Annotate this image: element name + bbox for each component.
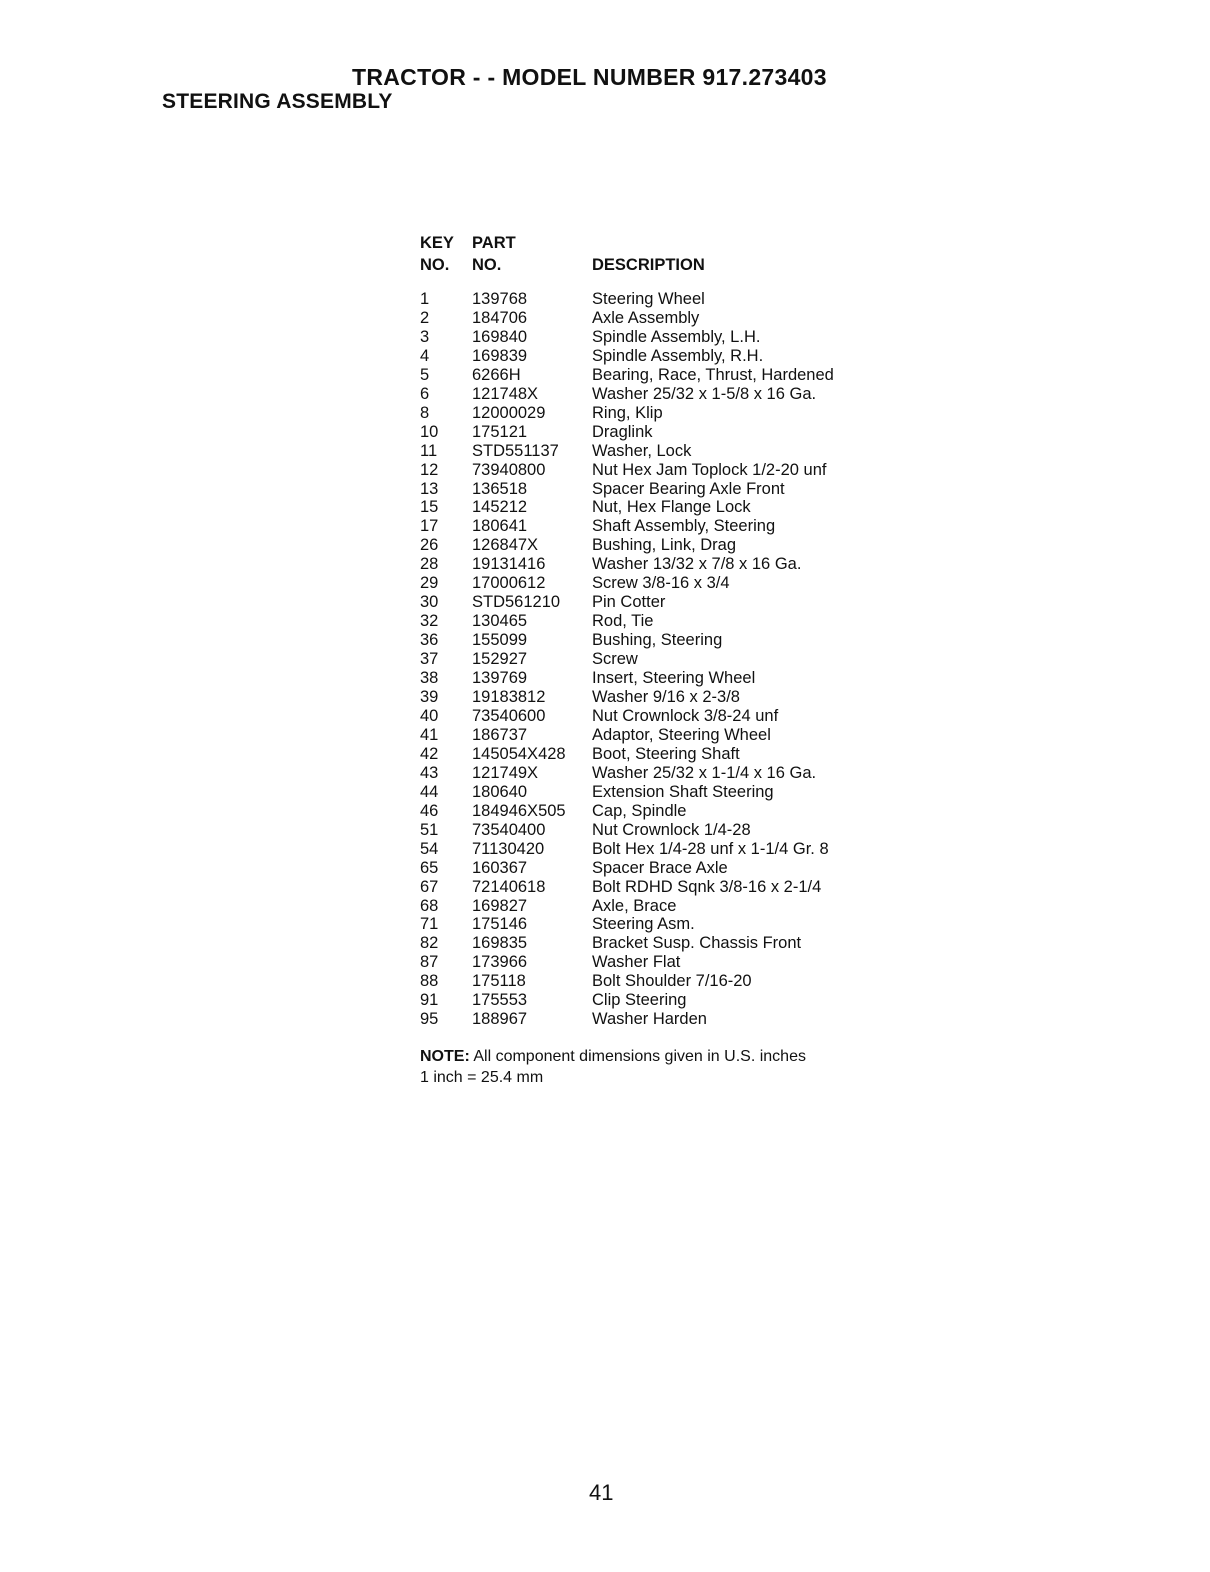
table-row bbox=[420, 953, 882, 972]
key-cell: 17 bbox=[420, 517, 439, 536]
part-number-cell: 73940800 bbox=[472, 460, 546, 479]
description-cell: Ring, Klip bbox=[592, 403, 663, 422]
description-cell: Axle, Brace bbox=[592, 896, 677, 915]
description-cell: Bushing, Link, Drag bbox=[592, 536, 736, 555]
description-cell: Pin Cotter bbox=[592, 593, 666, 612]
note-label: NOTE: bbox=[420, 1048, 470, 1065]
key-cell: 32 bbox=[420, 612, 439, 631]
description-header: DESCRIPTION bbox=[592, 256, 705, 274]
description-cell: Washer 9/16 x 2-3/8 bbox=[592, 688, 740, 707]
table-row bbox=[420, 480, 882, 499]
part-number-cell: 186737 bbox=[472, 725, 528, 744]
description-cell: Steering Asm. bbox=[592, 915, 695, 934]
part-number-cell: 175121 bbox=[472, 422, 528, 441]
description-cell: Extension Shaft Steering bbox=[592, 782, 774, 801]
part-number-cell: 136518 bbox=[472, 479, 528, 498]
part-header-bottom: NO. bbox=[472, 256, 502, 274]
key-cell: 5 bbox=[420, 365, 430, 384]
key-cell: 13 bbox=[420, 479, 439, 498]
key-cell: 1 bbox=[420, 290, 430, 308]
part-number-cell: 152927 bbox=[472, 650, 528, 669]
description-cell: Washer 13/32 x 7/8 x 16 Ga. bbox=[592, 555, 802, 574]
part-number-cell: 180641 bbox=[472, 517, 528, 536]
part-number-cell: 12000029 bbox=[472, 403, 546, 422]
part-number-cell: 145054X428 bbox=[472, 744, 566, 763]
key-cell: 2 bbox=[420, 308, 430, 327]
part-number-cell: 155099 bbox=[472, 631, 528, 650]
table-row bbox=[420, 934, 882, 953]
description-cell: Bolt Shoulder 7/16-20 bbox=[592, 972, 752, 991]
table-row bbox=[420, 972, 882, 991]
part-number-cell: 139768 bbox=[472, 290, 528, 308]
part-number-cell: 72140618 bbox=[472, 877, 546, 896]
part-number-cell: 169827 bbox=[472, 896, 528, 915]
part-number-cell: 121748X bbox=[472, 384, 539, 403]
key-cell: 30 bbox=[420, 593, 439, 612]
table-row bbox=[420, 764, 882, 783]
parts-table-header bbox=[420, 232, 882, 290]
table-row bbox=[420, 745, 882, 764]
key-cell: 39 bbox=[420, 688, 439, 707]
table-row bbox=[420, 915, 882, 934]
key-cell: 40 bbox=[420, 706, 439, 725]
description-cell: Rod, Tie bbox=[592, 612, 654, 631]
table-row bbox=[420, 650, 882, 669]
part-number-cell: 184706 bbox=[472, 308, 528, 327]
table-row bbox=[420, 1010, 882, 1029]
table-row bbox=[420, 385, 882, 404]
part-number-cell: 175118 bbox=[472, 972, 526, 991]
table-row bbox=[420, 423, 882, 442]
description-cell: Nut Crownlock 1/4-28 bbox=[592, 820, 751, 839]
table-row bbox=[420, 347, 882, 366]
description-cell: Screw bbox=[592, 650, 638, 669]
key-cell: 67 bbox=[420, 877, 439, 896]
key-cell: 71 bbox=[420, 915, 439, 934]
part-number-cell: 169839 bbox=[472, 346, 528, 365]
description-cell: Nut Hex Jam Toplock 1/2-20 unf bbox=[592, 460, 827, 479]
table-row bbox=[420, 840, 882, 859]
key-cell: 54 bbox=[420, 839, 439, 858]
table-row bbox=[420, 442, 882, 461]
table-row bbox=[420, 517, 882, 536]
description-cell: Spacer Brace Axle bbox=[592, 858, 728, 877]
key-cell: 12 bbox=[420, 460, 439, 479]
description-cell: Spindle Assembly, R.H. bbox=[592, 346, 764, 365]
key-cell: 87 bbox=[420, 953, 439, 972]
part-number-cell: 19131416 bbox=[472, 555, 546, 574]
key-cell: 36 bbox=[420, 631, 439, 650]
key-cell: 6 bbox=[420, 384, 430, 403]
table-row bbox=[420, 328, 882, 347]
description-cell: Cap, Spindle bbox=[592, 801, 687, 820]
table-row bbox=[420, 498, 882, 517]
key-cell: 37 bbox=[420, 650, 439, 669]
part-number-cell: 19183812 bbox=[472, 688, 546, 707]
table-row bbox=[420, 593, 882, 612]
description-cell: Washer 25/32 x 1-1/4 x 16 Ga. bbox=[592, 763, 817, 782]
part-number-cell: 73540400 bbox=[472, 820, 546, 839]
key-cell: 10 bbox=[420, 422, 439, 441]
description-cell: Spindle Assembly, L.H. bbox=[592, 327, 761, 346]
part-number-cell: STD551137 bbox=[472, 441, 559, 460]
description-cell: Draglink bbox=[592, 422, 653, 441]
key-cell: 26 bbox=[420, 536, 439, 555]
note-text: All component dimensions given in U.S. inches bbox=[469, 1048, 806, 1065]
description-cell: Screw 3/8-16 x 3/4 bbox=[592, 574, 730, 593]
table-row bbox=[420, 726, 882, 745]
description-header-spacer bbox=[592, 232, 882, 254]
table-row bbox=[420, 536, 882, 555]
key-cell: 65 bbox=[420, 858, 439, 877]
key-cell: 3 bbox=[420, 327, 430, 346]
key-cell: 29 bbox=[420, 574, 439, 593]
description-cell: Boot, Steering Shaft bbox=[592, 744, 740, 763]
key-cell: 11 bbox=[420, 441, 438, 460]
part-number-cell: 184946X505 bbox=[472, 801, 566, 820]
key-cell: 88 bbox=[420, 972, 439, 991]
key-cell: 8 bbox=[420, 403, 430, 422]
table-row bbox=[420, 404, 882, 423]
key-cell: 91 bbox=[420, 991, 439, 1010]
table-row bbox=[420, 991, 882, 1010]
note bbox=[420, 1046, 806, 1088]
part-number-cell: 139769 bbox=[472, 669, 528, 688]
table-row bbox=[420, 366, 882, 385]
note-line bbox=[420, 1046, 806, 1067]
key-cell: 95 bbox=[420, 1010, 439, 1029]
description-cell: Washer, Lock bbox=[592, 441, 692, 460]
description-cell: Bushing, Steering bbox=[592, 631, 723, 650]
description-cell: Bolt RDHD Sqnk 3/8-16 x 2-1/4 bbox=[592, 877, 822, 896]
part-number-cell: 180640 bbox=[472, 782, 528, 801]
description-cell: Clip Steering bbox=[592, 991, 687, 1010]
note-conversion: 1 inch = 25.4 mm bbox=[420, 1069, 544, 1086]
table-row bbox=[420, 309, 882, 328]
part-number-cell: 17000612 bbox=[472, 574, 546, 593]
description-cell: Bracket Susp. Chassis Front bbox=[592, 934, 802, 953]
part-number-cell: 130465 bbox=[472, 612, 528, 631]
table-row bbox=[420, 783, 882, 802]
description-cell: Nut, Hex Flange Lock bbox=[592, 498, 751, 517]
key-cell: 68 bbox=[420, 896, 439, 915]
table-row bbox=[420, 669, 882, 688]
table-row bbox=[420, 897, 882, 916]
part-number-cell: 121749X bbox=[472, 763, 539, 782]
description-cell: Spacer Bearing Axle Front bbox=[592, 479, 785, 498]
page-title: TRACTOR - - MODEL NUMBER 917.273403 bbox=[352, 64, 827, 90]
description-cell: Bolt Hex 1/4-28 unf x 1-1/4 Gr. 8 bbox=[592, 839, 829, 858]
key-cell: 38 bbox=[420, 669, 439, 688]
key-cell: 44 bbox=[420, 782, 439, 801]
part-number-cell: 160367 bbox=[472, 858, 528, 877]
table-row bbox=[420, 574, 882, 593]
table-row bbox=[420, 631, 882, 650]
part-number-cell: 175146 bbox=[472, 915, 528, 934]
description-cell: Axle Assembly bbox=[592, 308, 700, 327]
table-row bbox=[420, 707, 882, 726]
table-row bbox=[420, 461, 882, 480]
part-number-cell: 73540600 bbox=[472, 706, 546, 725]
part-number-cell: 188967 bbox=[472, 1010, 528, 1029]
key-cell: 15 bbox=[420, 498, 439, 517]
description-cell: Washer 25/32 x 1-5/8 x 16 Ga. bbox=[592, 384, 817, 403]
key-cell: 28 bbox=[420, 555, 439, 574]
description-cell: Bearing, Race, Thrust, Hardened bbox=[592, 365, 834, 384]
description-cell: Adaptor, Steering Wheel bbox=[592, 725, 771, 744]
key-cell: 42 bbox=[420, 744, 439, 763]
table-row bbox=[420, 555, 882, 574]
table-row bbox=[420, 688, 882, 707]
description-cell: Washer Flat bbox=[592, 953, 681, 972]
part-number-cell: 71130420 bbox=[472, 839, 545, 858]
part-header-top: PART bbox=[472, 234, 516, 252]
key-cell: 41 bbox=[420, 725, 439, 744]
part-number-cell: STD561210 bbox=[472, 593, 561, 612]
page-number: 41 bbox=[589, 1480, 614, 1505]
key-header-top: KEY bbox=[420, 234, 454, 252]
key-cell: 4 bbox=[420, 346, 430, 365]
table-row bbox=[420, 612, 882, 631]
description-cell: Shaft Assembly, Steering bbox=[592, 517, 776, 536]
parts-table-body bbox=[420, 290, 882, 1029]
table-row bbox=[420, 859, 882, 878]
description-cell: Insert, Steering Wheel bbox=[592, 669, 756, 688]
part-number-cell: 126847X bbox=[472, 536, 539, 555]
table-row bbox=[420, 821, 882, 840]
part-number-cell: 173966 bbox=[472, 953, 528, 972]
section-title: STEERING ASSEMBLY bbox=[162, 90, 393, 113]
key-cell: 43 bbox=[420, 763, 439, 782]
key-cell: 46 bbox=[420, 801, 439, 820]
description-cell: Nut Crownlock 3/8-24 unf bbox=[592, 706, 779, 725]
part-number-cell: 145212 bbox=[472, 498, 528, 517]
description-cell: Steering Wheel bbox=[592, 290, 705, 308]
table-row bbox=[420, 878, 882, 897]
part-number-cell: 169835 bbox=[472, 934, 528, 953]
table-row bbox=[420, 802, 882, 821]
key-header-bottom: NO. bbox=[420, 256, 450, 274]
table-row bbox=[420, 290, 882, 309]
key-cell: 82 bbox=[420, 934, 439, 953]
description-cell: Washer Harden bbox=[592, 1010, 707, 1029]
part-number-cell: 169840 bbox=[472, 327, 528, 346]
part-number-cell: 175553 bbox=[472, 991, 528, 1010]
parts-table bbox=[420, 232, 882, 1029]
key-cell: 51 bbox=[420, 820, 439, 839]
part-number-cell: 6266H bbox=[472, 365, 521, 384]
